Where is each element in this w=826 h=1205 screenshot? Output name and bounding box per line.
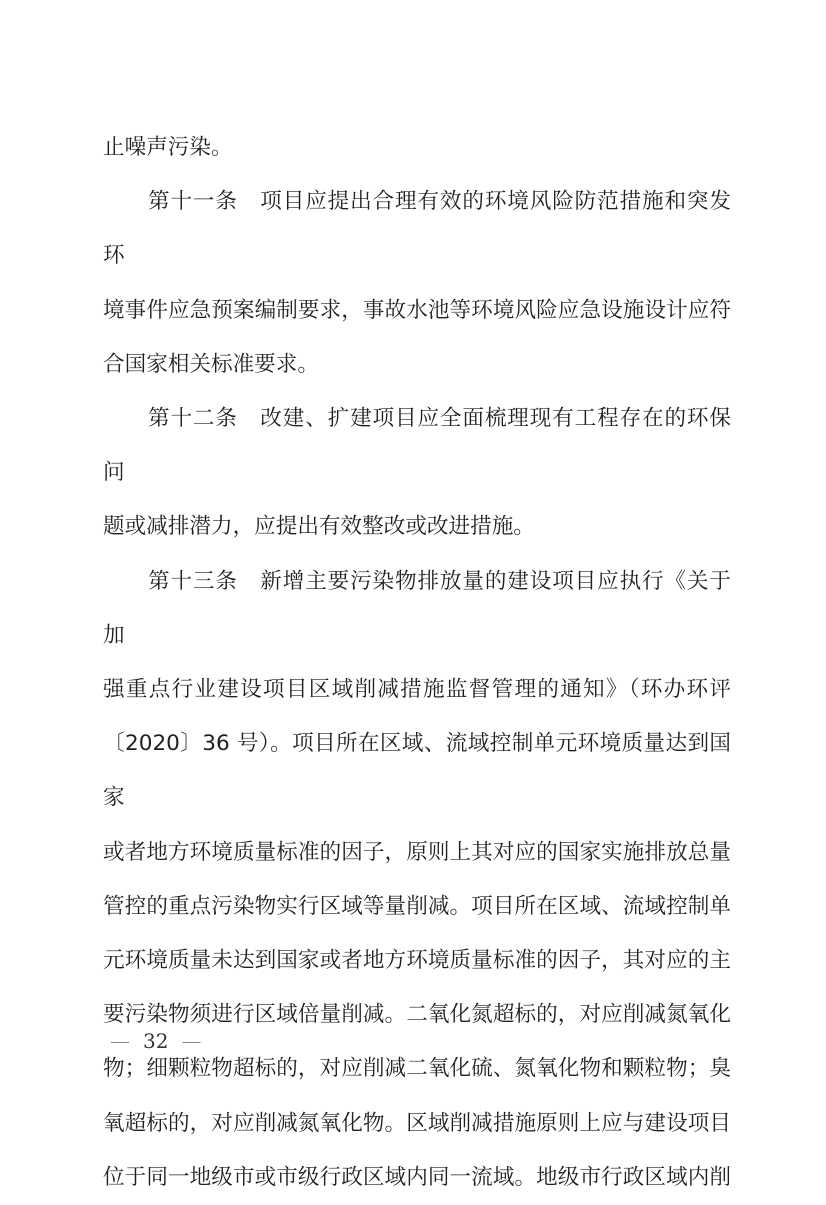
page-footer — [110, 1028, 201, 1054]
page-number: 32 — [143, 1029, 169, 1053]
text-line: 要污染物须进行区域倍量削减。二氧化氮超标的，对应削减氮氧化 — [103, 1002, 731, 1028]
text-line: 位于同一地级市或市级行政区域内同一流域。地级市行政区域内削 — [103, 1164, 731, 1190]
text-line-article-12: 第十二条 改建、扩建项目应全面梳理现有工程存在的环保问 — [103, 406, 731, 486]
text-line: 或者地方环境质量标准的因子，原则上其对应的国家实施排放总量 — [103, 839, 731, 865]
text-line: 强重点行业建设项目区域削减措施监督管理的通知》（环办环评 — [103, 677, 731, 703]
text-line: 元环境质量未达到国家或者地方环境质量标准的因子，其对应的主 — [103, 948, 731, 974]
footer-dash-right: — — [181, 1031, 202, 1051]
footer-dash-left: — — [110, 1031, 130, 1051]
text-line: 境事件应急预案编制要求，事故水池等环境风险应急设施设计应符 — [103, 297, 731, 323]
text-line: 氧超标的，对应削减氮氧化物。区域削减措施原则上应与建设项目 — [103, 1110, 731, 1136]
text-line: 合国家相关标准要求。 — [103, 351, 319, 377]
text-line: 管控的重点污染物实行区域等量削减。项目所在区域、流域控制单 — [103, 893, 731, 919]
text-line: 〔2020〕36 号）。项目所在区域、流域控制单元环境质量达到国家 — [103, 731, 731, 811]
text-line-article-11: 第十一条 项目应提出合理有效的环境风险防范措施和突发环 — [103, 189, 731, 269]
text-line-article-13: 第十三条 新增主要污染物排放量的建设项目应执行《关于加 — [103, 568, 731, 648]
text-line: 物；细颗粒物超标的，对应削减二氧化硫、氮氧化物和颗粒物；臭 — [103, 1056, 731, 1082]
text-line: 止噪声污染。 — [103, 135, 233, 160]
text-line: 题或减排潜力，应提出有效整改或改进措施。 — [103, 514, 535, 540]
